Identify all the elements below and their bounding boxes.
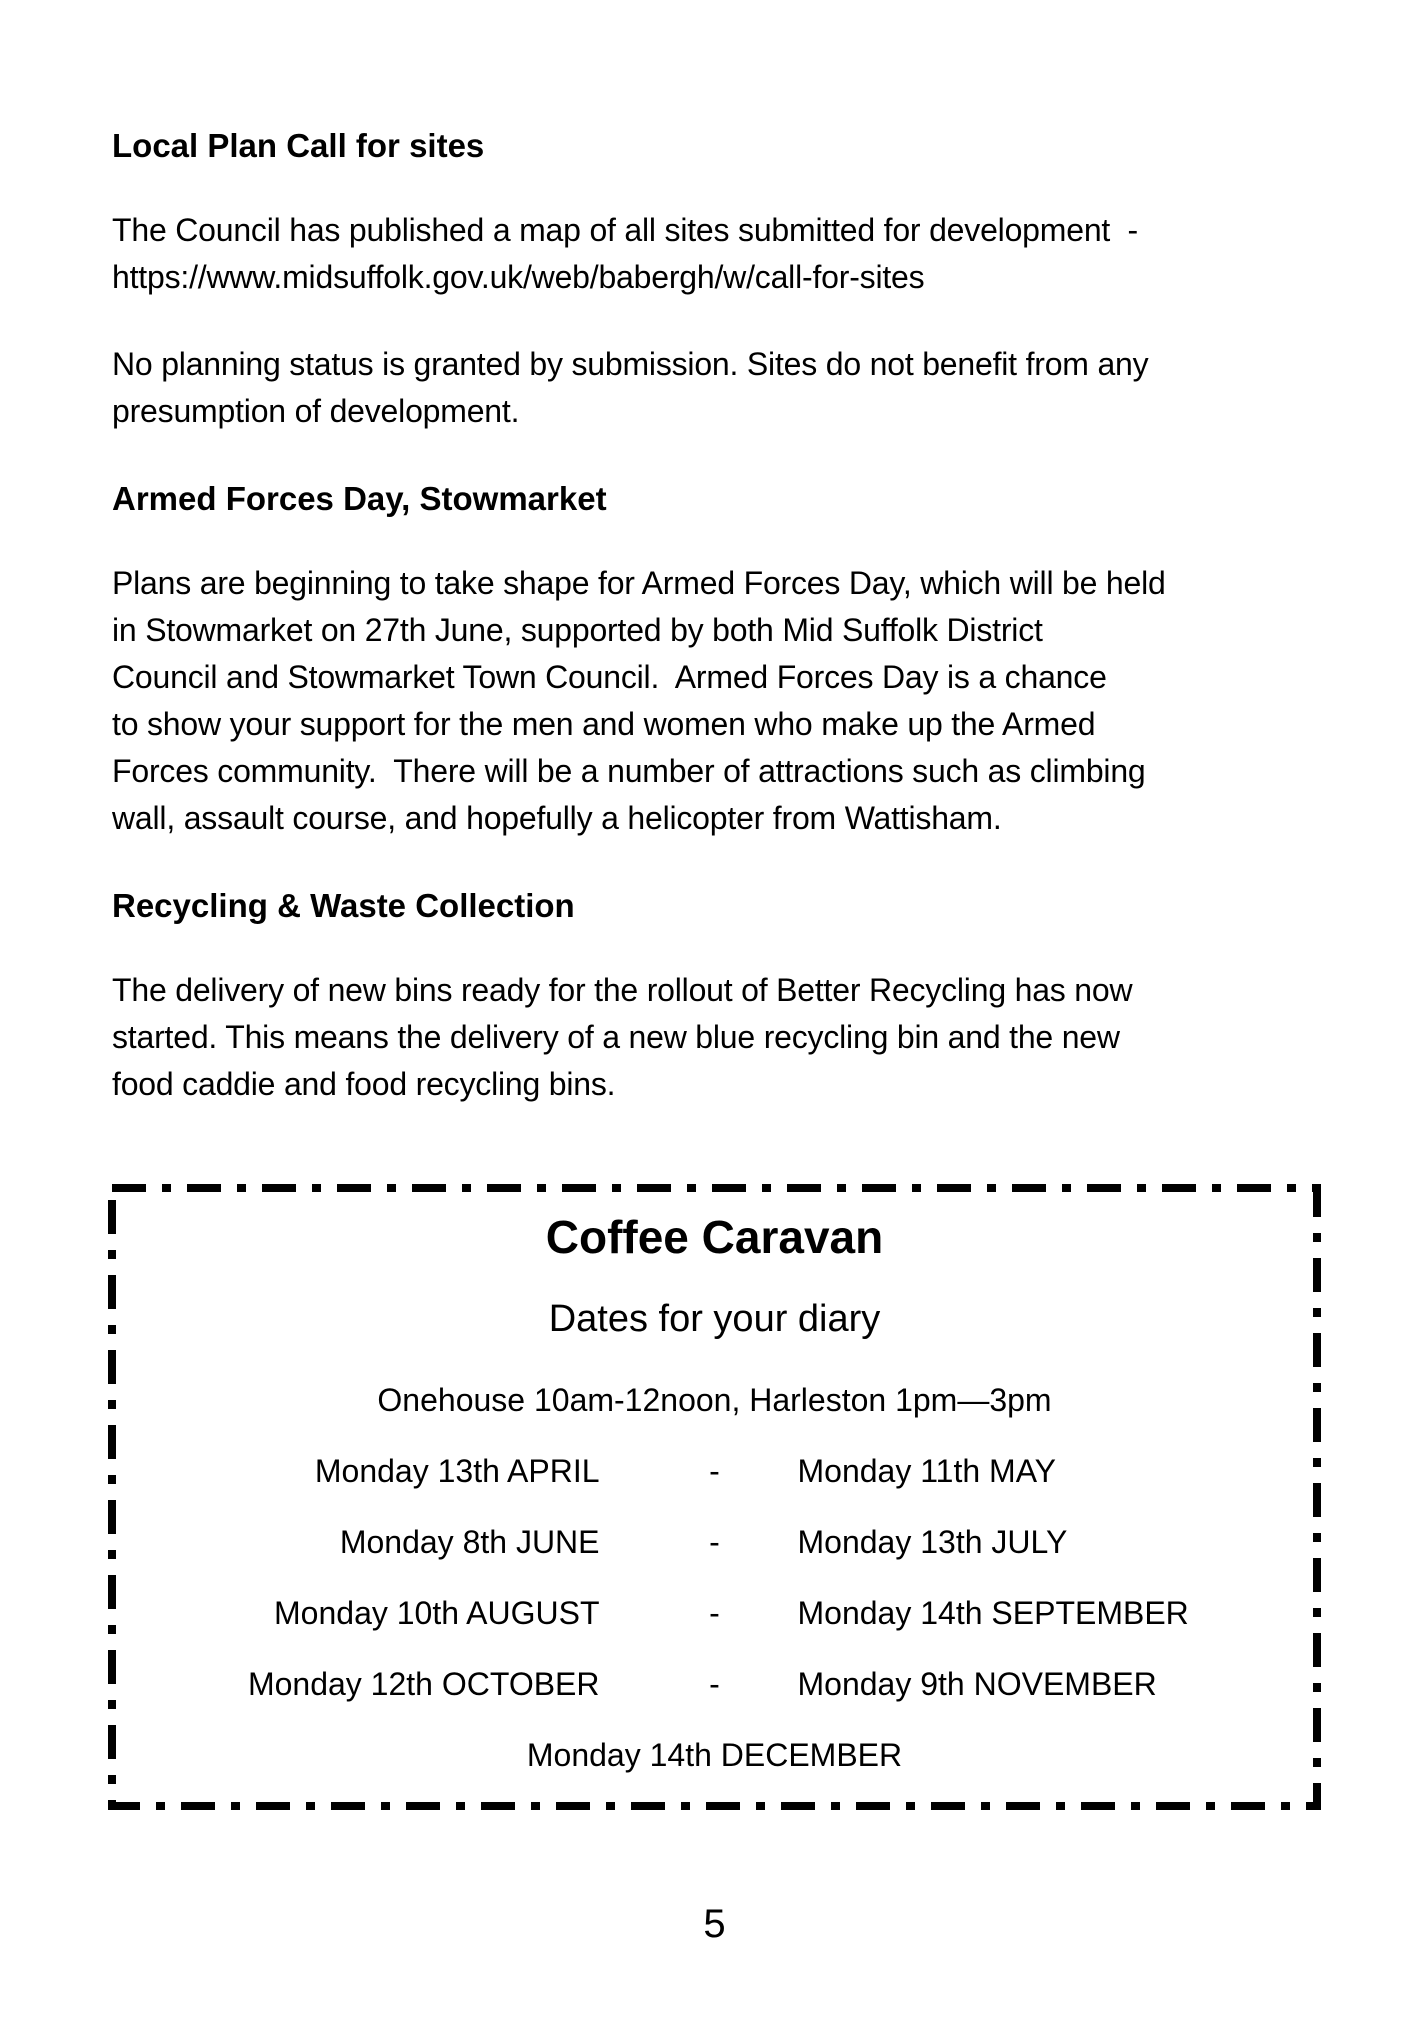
paragraph — [112, 967, 1328, 1108]
date-row — [119, 1448, 1310, 1495]
date-row — [119, 1519, 1310, 1566]
section-heading-armed-forces-day: Armed Forces Day, Stowmarket — [112, 480, 607, 517]
date-left: Monday 13th APRIL — [314, 1453, 600, 1489]
coffee-caravan-subtitle: Dates for your diary — [548, 1298, 881, 1340]
paragraph-line: The delivery of new bins ready for the rollout of Better Recycling has now — [112, 972, 1133, 1008]
paragraph-line: No planning status is granted by submission. Sites do not benefit from any — [112, 346, 1149, 382]
date-separator: - — [709, 1666, 720, 1702]
date-left: Monday 10th AUGUST — [274, 1595, 600, 1631]
date-final-row: Monday 14th DECEMBER — [526, 1737, 903, 1773]
paragraph — [112, 207, 1328, 301]
section-heading-recycling-waste: Recycling & Waste Collection — [112, 887, 575, 924]
coffee-caravan-locations: Onehouse 10am-12noon, Harleston 1pm—3pm — [377, 1382, 1052, 1418]
paragraph-line: in Stowmarket on 27th June, supported by both Mid Suffolk District — [112, 612, 1043, 648]
paragraph-line: wall, assault course, and hopefully a helicopter from Wattisham. — [112, 800, 1002, 836]
date-separator: - — [709, 1453, 720, 1489]
date-row — [119, 1661, 1310, 1708]
paragraph-line: Forces community. There will be a number of attractions such as climbing — [112, 753, 1146, 789]
date-right: Monday 11th MAY — [797, 1453, 1056, 1489]
date-separator: - — [709, 1524, 720, 1560]
date-left: Monday 8th JUNE — [339, 1524, 600, 1560]
date-separator: - — [709, 1595, 720, 1631]
date-right: Monday 13th JULY — [797, 1524, 1068, 1560]
date-right: Monday 14th SEPTEMBER — [797, 1595, 1189, 1631]
paragraph-line: to show your support for the men and women who make up the Armed — [112, 706, 1096, 742]
date-left: Monday 12th OCTOBER — [247, 1666, 600, 1702]
paragraph — [112, 560, 1328, 842]
paragraph-line: food caddie and food recycling bins. — [112, 1066, 616, 1102]
date-row — [119, 1590, 1310, 1637]
page-number: 5 — [703, 1902, 726, 1946]
paragraph — [112, 341, 1328, 435]
section-heading-local-plan: Local Plan Call for sites — [112, 127, 485, 164]
paragraph-line: started. This means the delivery of a new blue recycling bin and the new — [112, 1019, 1120, 1055]
date-right: Monday 9th NOVEMBER — [797, 1666, 1157, 1702]
paragraph-line: The Council has published a map of all sites submitted for development - — [112, 212, 1138, 248]
paragraph-line: presumption of development. — [112, 393, 520, 429]
paragraph-line: Council and Stowmarket Town Council. Armed Forces Day is a chance — [112, 659, 1107, 695]
coffee-caravan-box — [107, 1183, 1322, 1811]
dash-dot-border — [107, 1183, 1322, 1811]
paragraph-line: Plans are beginning to take shape for Armed Forces Day, which will be held — [112, 565, 1166, 601]
coffee-caravan-title: Coffee Caravan — [545, 1211, 884, 1263]
call-for-sites-link[interactable]: https://www.midsuffolk.gov.uk/web/babergh/w/call-for-sites — [112, 259, 925, 295]
